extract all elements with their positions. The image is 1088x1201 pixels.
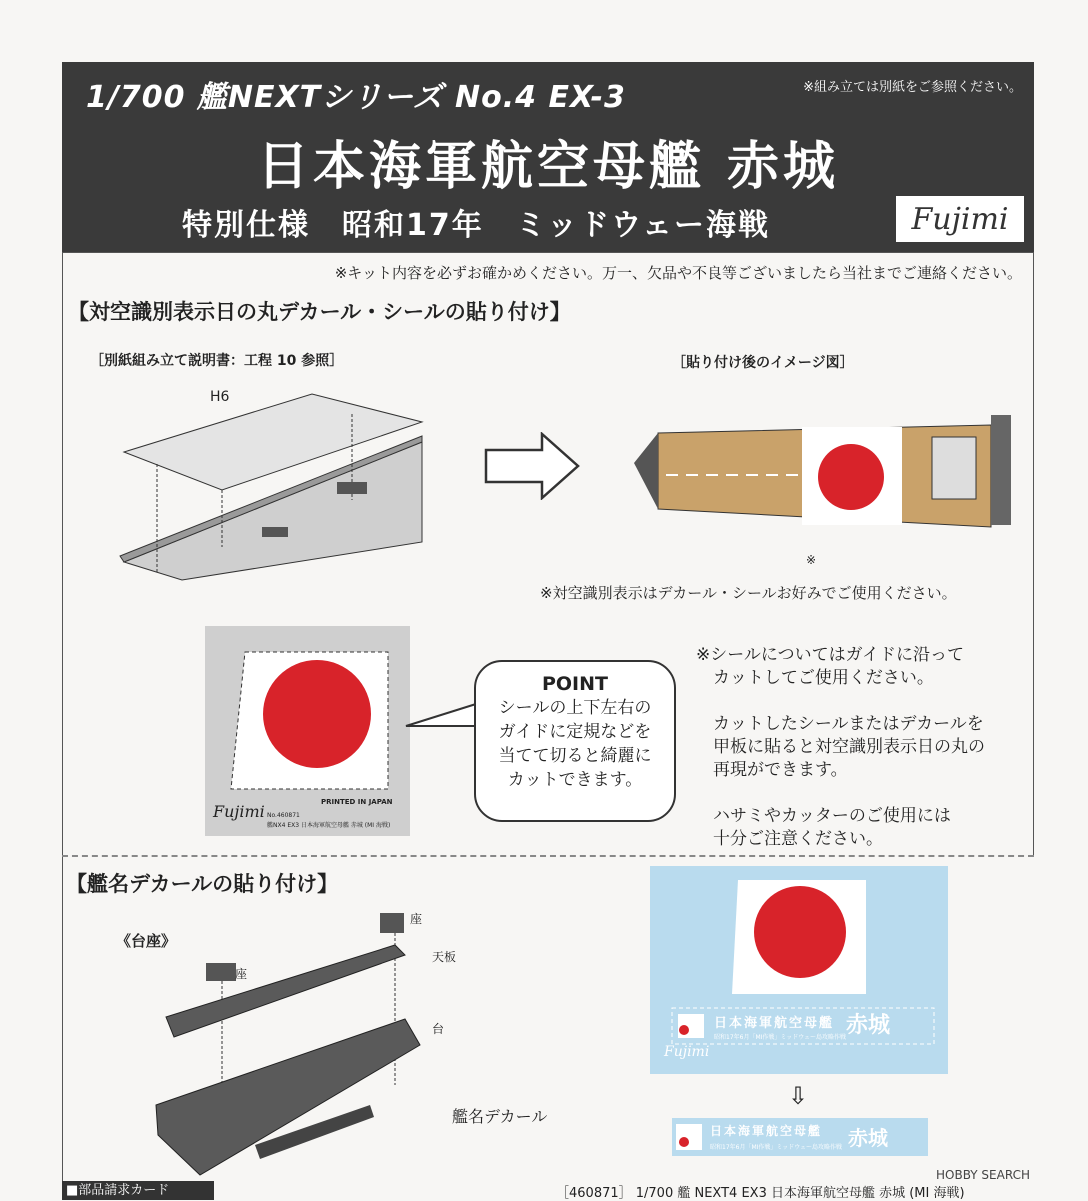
dai-label: 台 (432, 1022, 445, 1036)
za-label-1: 座 (410, 912, 423, 926)
product-subtitle: 特別仕様 昭和17年 ミッドウェー海戦 (182, 208, 770, 243)
star-mark: ※ (806, 553, 817, 567)
sticker-logo: Fujimi (213, 802, 265, 821)
rising-sun-icon (676, 1124, 702, 1150)
kit-check-note: ※キット内容を必ずお確かめください。万一、欠品や不良等ございましたら当社までご連絡ください。 (334, 264, 1022, 282)
section2-title: 【艦名デカールの貼り付け】 (66, 872, 339, 896)
decal-ship-name: 赤城 (846, 1013, 891, 1038)
decal-note: ※対空識別表示はデカール・シールお好みでご使用ください。 (540, 584, 957, 602)
image-label: ［貼り付け後のイメージ図］ (672, 355, 854, 371)
point-line: カットできます。 (507, 770, 643, 790)
header-banner (62, 62, 1034, 252)
point-line: シールの上下左右の (498, 698, 652, 718)
point-line: ガイドに定規などを (498, 722, 652, 742)
parts-request-card: ■部品請求カード (62, 1181, 214, 1200)
sticker-sheet (205, 626, 410, 836)
decal-callout-label: 艦名デカール (452, 1107, 548, 1126)
section-divider (62, 855, 1034, 857)
hinomaru-sticker (263, 660, 371, 768)
point-line: 当てて切ると綺麗に (498, 746, 652, 766)
product-title: 日本海軍航空母艦 赤城 (256, 137, 840, 197)
instruction-line: 十分ご注意ください。 (696, 829, 883, 849)
instruction-line: ハサミやカッターのご使用には (696, 806, 951, 826)
decal-artwork (650, 866, 948, 1074)
za-label-2: 座 (235, 967, 248, 981)
ship-name-decal-sheet (650, 866, 948, 1074)
sticker-small-title: 艦NX4 EX3 日本海軍航空母艦 赤城 (MI 海戦) (267, 822, 391, 829)
tenban-label: 天板 (432, 950, 457, 964)
point-callout (474, 660, 676, 822)
instruction-line: カットしてご使用ください。 (696, 668, 934, 688)
top-divider (62, 252, 1034, 253)
footer-product-code: ［460871］ 1/700 艦 NEXT4 EX3 日本海軍航空母艦 赤城 (MI 海戦) (556, 1186, 965, 1201)
point-title: POINT (541, 673, 608, 695)
deck-assembly-illustration (112, 382, 432, 582)
series-title: 1/700 艦NEXTシリーズ No.4 EX-3 (86, 80, 626, 115)
instruction-line: ※シールについてはガイドに沿って (696, 645, 965, 665)
hinomaru-deck (818, 444, 884, 510)
section1-title: 【対空識別表示日の丸デカール・シールの貼り付け】 (68, 300, 571, 324)
mini-ship-name: 赤城 (848, 1126, 888, 1150)
printed-label: PRINTED IN JAPAN (321, 798, 393, 806)
decal-name-line: 日本海軍航空母艦 (714, 1016, 835, 1031)
spacer (696, 690, 985, 713)
arrow-down-icon: ⇩ (788, 1082, 809, 1110)
decal-sub-line: 昭和17年6月「MI作戦」ミッドウェー島攻略作戦 (714, 1034, 847, 1041)
spacer (696, 782, 985, 805)
right-border (1033, 252, 1034, 855)
base-label: 《台座》 (116, 932, 177, 950)
mini-sub-line: 昭和17年6月「MI作戦」ミッドウェー島攻略作戦 (710, 1144, 843, 1151)
assembly-note: ※組み立ては別紙をご参照ください。 (803, 80, 1022, 95)
instruction-line: 再現ができます。 (696, 760, 848, 780)
sticker-instructions (696, 644, 985, 851)
part-label-h6: H6 (210, 389, 230, 405)
mini-name-line: 日本海軍航空母艦 (710, 1124, 823, 1138)
cut-decal-preview (672, 1118, 928, 1156)
fujimi-logo: Fujimi (896, 196, 1024, 242)
left-border (62, 252, 63, 1182)
hinomaru-decal (754, 886, 846, 978)
instruction-line: カットしたシールまたはデカールを (696, 714, 984, 734)
watermark: HOBBY SEARCH (936, 1168, 1030, 1182)
decal-logo: Fujimi (664, 1044, 710, 1060)
bubble-pointer (404, 700, 478, 740)
instruction-line: 甲板に貼ると対空識別表示日の丸の (696, 737, 985, 757)
arrow-right-icon (484, 432, 580, 500)
display-base-illustration (150, 905, 460, 1185)
carrier-deck-top-view (626, 395, 1036, 545)
sticker-number: No.460871 (267, 812, 300, 819)
ref-label: ［別紙組み立て説明書：工程 10 参照］ (90, 353, 344, 369)
